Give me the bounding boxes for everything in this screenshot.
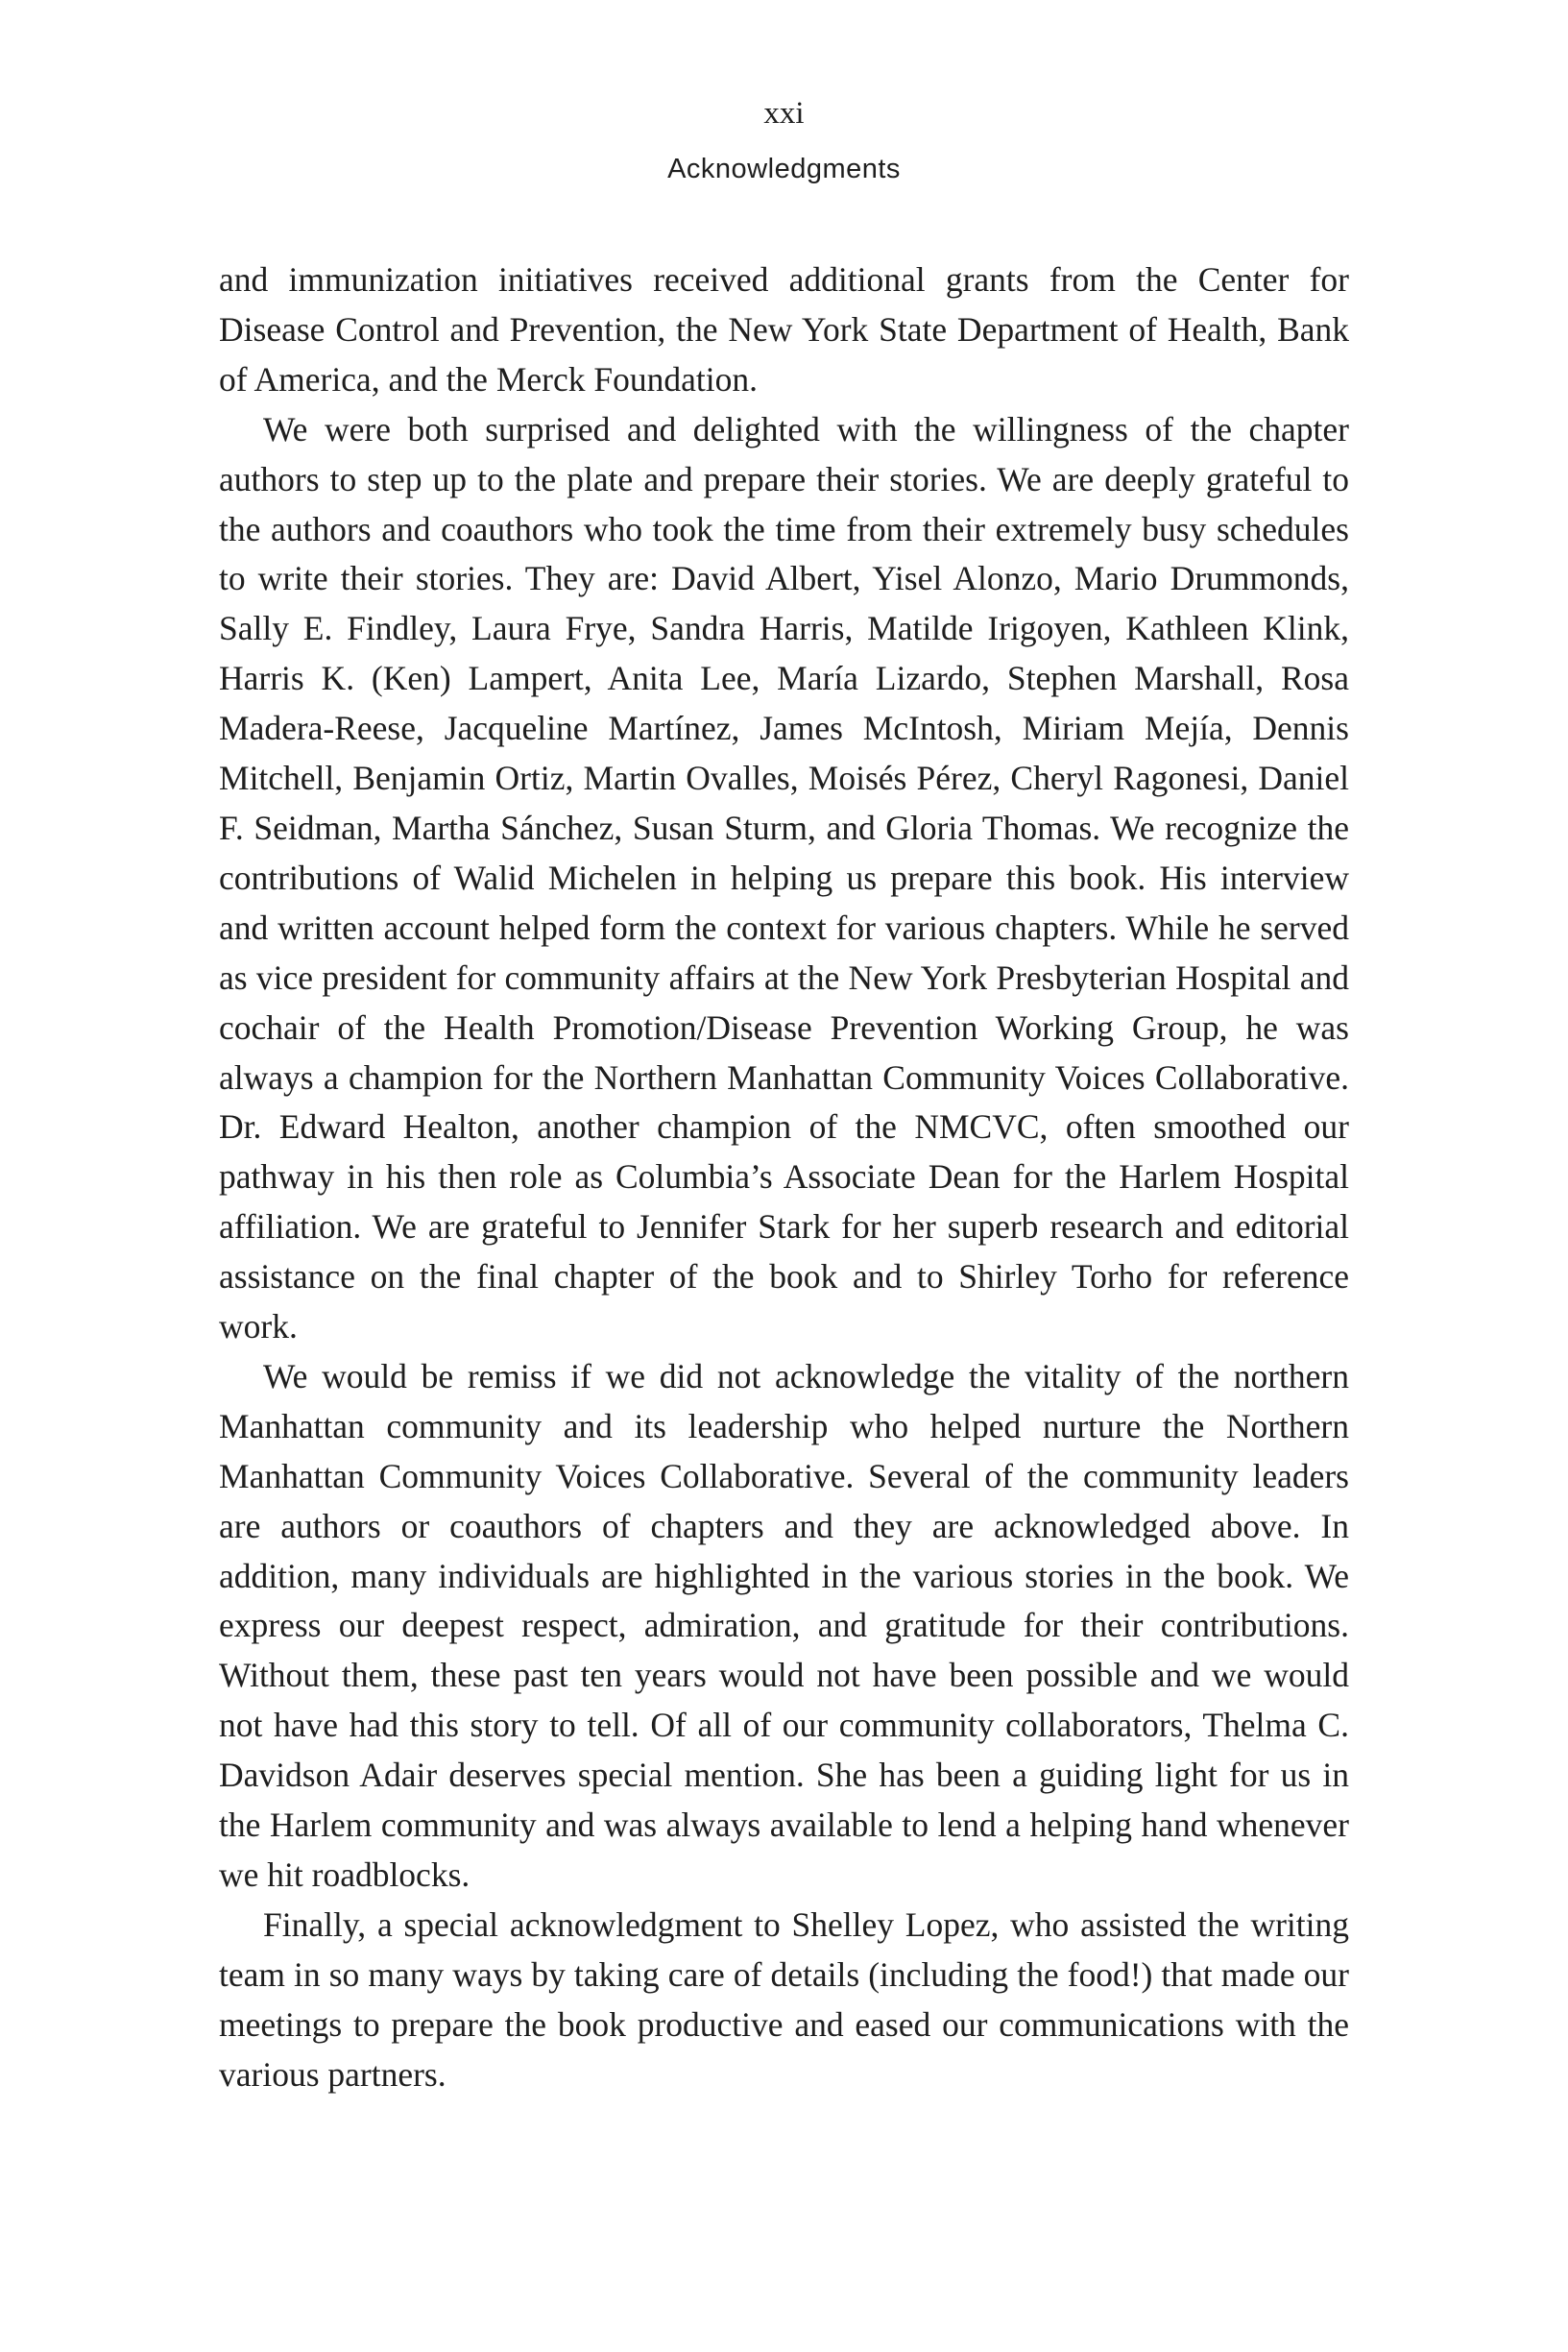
page-number: xxi bbox=[763, 96, 805, 131]
paragraph-3: We would be remiss if we did not acknowledge the vitality of the northern Manhattan community and its leadership who helped nurture the Northern Manhattan Community Voices Collaborative. Several of the community leaders are authors or coauthors of chapters and they are acknowledged above. In addition, many individuals are highlighted in the various stories in the book. We express our deepest respect, admiration, and gratitude for their contributions. Without them, these past ten years would not have been possible and we would not have had this story to tell. Of all of our community collaborators, Thelma C. Davidson Adair deserves special mention. She has been a guiding light for us in the Harlem community and was always available to lend a helping hand whenever we hit roadblocks. bbox=[219, 1356, 1349, 1894]
running-head: Acknowledgments bbox=[667, 154, 901, 184]
body-text bbox=[219, 255, 1349, 2100]
paragraph-4: Finally, a special acknowledgment to Shelley Lopez, who assisted the writing team in so many ways by taking care of details (including the food!) that made our meetings to prepare the book productive and eased our communications with the various partners. bbox=[219, 1904, 1349, 2094]
paragraph-2: We were both surprised and delighted with the willingness of the chapter authors to step up to the plate and prepare their stories. We are deeply grateful to the authors and coauthors who took the time from their extremely busy schedules to write their stories. They are: David Albert, Yisel Alonzo, Mario Drummonds, Sally E. Findley, Laura Frye, Sandra Harris, Matilde Irigoyen, Kathleen Klink, Harris K. (Ken) Lampert, Anita Lee, María Lizardo, Stephen Marshall, Rosa Madera-Reese, Jacqueline Martínez, James McIntosh, Miriam Mejía, Dennis Mitchell, Benjamin Ortiz, Martin Ovalles, Moisés Pérez, Cheryl Ragonesi, Daniel F. Seidman, Martha Sánchez, Susan Sturm, and Gloria Thomas. We recognize the contributions of Walid Michelen in helping us prepare this book. His interview and written account helped form the context for various chapters. While he served as vice president for community affairs at the New York Presbyterian Hospital and cochair of the Health Promotion/Disease Prevention Working Group, he was always a champion for the Northern Manhattan Community Voices Collaborative. Dr. Edward Healton, another champion of the NMCVC, often smoothed our pathway in his then role as Columbia’s Associate Dean for the Harlem Hospital affiliation. We are grateful to Jennifer Stark for her superb research and editorial assistance on the final chapter of the book and to Shirley Torho for reference work. bbox=[219, 409, 1349, 1346]
paragraph-1: and immunization initiatives received additional grants from the Center for Disease Control and Prevention, the New York State Department of Health, Bank of America, and the Merck Foundation. bbox=[219, 260, 1349, 399]
